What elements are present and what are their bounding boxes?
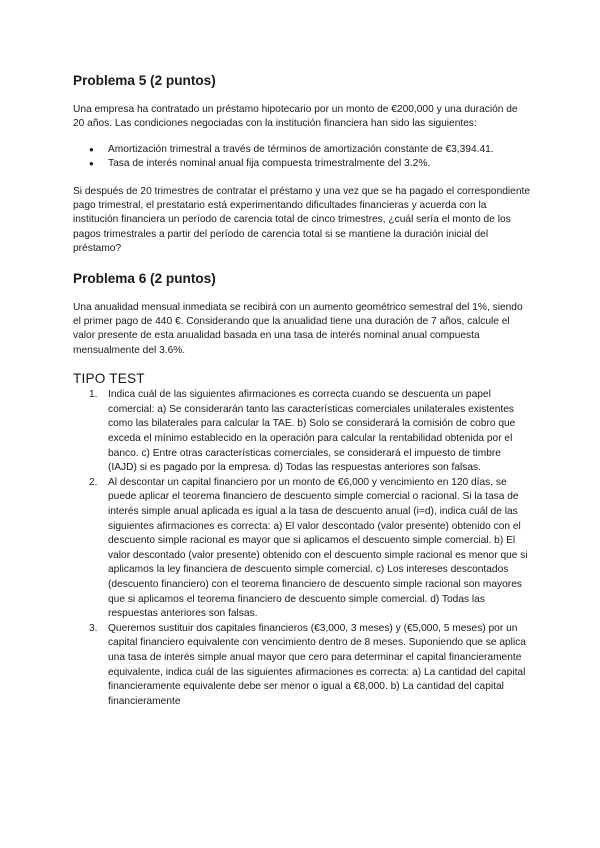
bullet-icon: ●: [89, 159, 94, 169]
test-question: 3. Queremos sustituir dos capitales financieros (€3,000, 3 meses) y (€5,000, 5 meses) por un capital financiero equivalente con vencimiento dentro de 8 meses. Suponiendo que se aplica una tasa de interés simple anual mayor que cero para determinar el capital financieramente equivalente, indica cuál de las siguientes afirmaciones es correcta: a) La cantidad del capital financieramente equivalente debe ser menor o igual a €8,000. b) La cantidad del capital financieramente: [89, 622, 526, 707]
problem5-title: Problema 5 (2 puntos): [73, 73, 216, 88]
problem6-title: Problema 6 (2 puntos): [73, 270, 216, 286]
test-question-list: [73, 388, 530, 709]
problem5-intro: Una empresa ha contratado un préstamo hipotecario por un monto de €200,000 y una duración de 20 años. Las condiciones negociadas con la institución financiera han sido las siguientes:: [73, 104, 518, 130]
problem5-conditions-list: [73, 143, 530, 172]
bullet-icon: ●: [89, 144, 94, 154]
list-item: ● Amortización trimestral a través de términos de amortización constante de €3,394.41.: [73, 143, 530, 157]
list-item: ● Tasa de interés nominal anual fija compuesta trimestralmente del 3.2%.: [73, 157, 530, 171]
problem5-question: Si después de 20 trimestres de contratar el préstamo y una vez que se ha pagado el correspondiente pago trimestral, el prestatario está experimentando dificultades financieras y acuerda con la institución financiera un período de carencia total de cinco trimestres, ¿cuál sería el monto de los pagos trimestrales a partir del período de carencia total si se mantiene la duración inicial del préstamo?: [73, 185, 531, 255]
problem6-text: Una anualidad mensual inmediata se recibirá con un aumento geométrico semestral del 1%, siendo el primer pago de 440 €. Considerando que la anualidad tiene una duración de 7 años, calcule el valor presente de esta anualidad basada en una tasa de interés nominal anual compuesta mensualmente del 3.6%.: [73, 301, 523, 356]
test-section-title: TIPO TEST: [73, 371, 145, 387]
test-question: 2. Al descontar un capital financiero por un monto de €6,000 y vencimiento en 120 días, se puede aplicar el teorema financiero de descuento simple comercial o racional. Si la tasa de interés simple anual aplicada es igual a la tasa de descuento anual (i=d), indica cuál de las siguientes afirmaciones es correcta: a) El valor descontado (valor presente) obtenido con el descuento simple racional es mayor que si aplicamos el descuento simple comercial. b) El valor descontado (valor presente) obtenido con el descuento simple racional es menor que si aplicamos la ley financiera de descuento simple comercial. c) Los intereses descontados (descuento financiero) con el teorema financiero de descuento simple racional son mayores que si aplicamos el teorema financiero de descuento simple comercial. d) Todas las respuestas anteriores son falsas.: [89, 476, 528, 620]
test-question: 1. Indica cuál de las siguientes afirmaciones es correcta cuando se descuenta un papel comercial: a) Se considerarán tanto las características comerciales unilaterales existentes como las bilaterales para calcular la TAE. b) Solo se considerará la comisión de cobro que exceda el mínimo establecido en la operación para calcular la rentabilidad obtenida por el banco. c) Entre otras características comerciales, se considerará el impuesto de timbre (IAJD) si es pagado por la empresa. d) Todas las respuestas anteriores son falsas.: [89, 389, 516, 474]
